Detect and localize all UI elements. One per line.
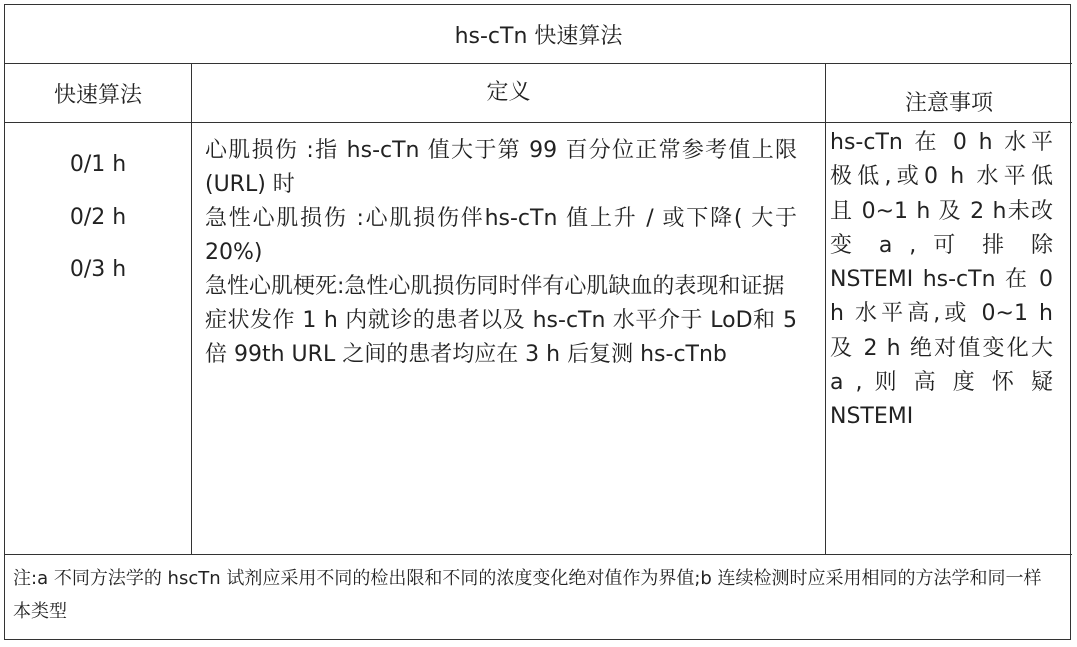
column-divider-2 [825, 63, 826, 554]
algorithm-0-3h: 0/3 h [69, 257, 127, 282]
definition-retest: 症状发作 1 h 内就诊的患者以及 hs-cTn 水平介于 LoD和 5 倍 99th URL 之间的患者均应在 3 h 后复测 hs-cTnb [205, 308, 797, 367]
table-title: hs-cTn 快速算法 [454, 23, 623, 49]
algorithm-0-1h: 0/1 h [69, 152, 127, 177]
definition-myocardial-injury: 心肌损伤 :指 hs-cTn 值大于第 99 百分位正常参考值上限(URL) 时 [205, 138, 797, 197]
header-definition: 定义 [486, 80, 531, 105]
column-divider-1 [191, 63, 192, 554]
definition-cell [205, 134, 797, 372]
table-footnote: 注:a 不同方法学的 hscTn 试剂应采用不同的检出限和不同的浓度变化绝对值作为界值;b 连续检测时应采用相同的方法学和同一样本类型 [13, 568, 1042, 622]
header-notes: 注意事项 [904, 90, 993, 116]
notes-line: 及 2 h 绝对值变化大 [830, 335, 1053, 361]
header-algorithm: 快速算法 [53, 82, 142, 108]
notes-cell [830, 126, 1053, 435]
algorithm-0-2h: 0/2 h [69, 205, 127, 230]
notes-line: 变 a , 可 排 除 [830, 232, 1053, 258]
notes-line: 且 0~1 h 及 2 h未改 [830, 198, 1053, 224]
notes-line: h 水平高,或 0~1 h [830, 301, 1053, 327]
notes-line: a , 则 高 度 怀 疑 [830, 370, 1053, 396]
footnote-divider [5, 554, 1072, 555]
definition-acute-injury: 急性心肌损伤 :心肌损伤伴hs-cTn 值上升 / 或下降( 大于 20%) [205, 206, 797, 265]
notes-line: hs-cTn 在 0 h 水平 [830, 130, 1053, 155]
definition-acute-infarction: 急性心肌梗死:急性心肌损伤同时伴有心肌缺血的表现和证据 [205, 274, 785, 299]
notes-line: 极低,或0 h 水平低 [830, 164, 1053, 190]
notes-line: NSTEMI [830, 404, 914, 430]
notes-line: NSTEMI hs-cTn 在 0 [830, 267, 1053, 293]
